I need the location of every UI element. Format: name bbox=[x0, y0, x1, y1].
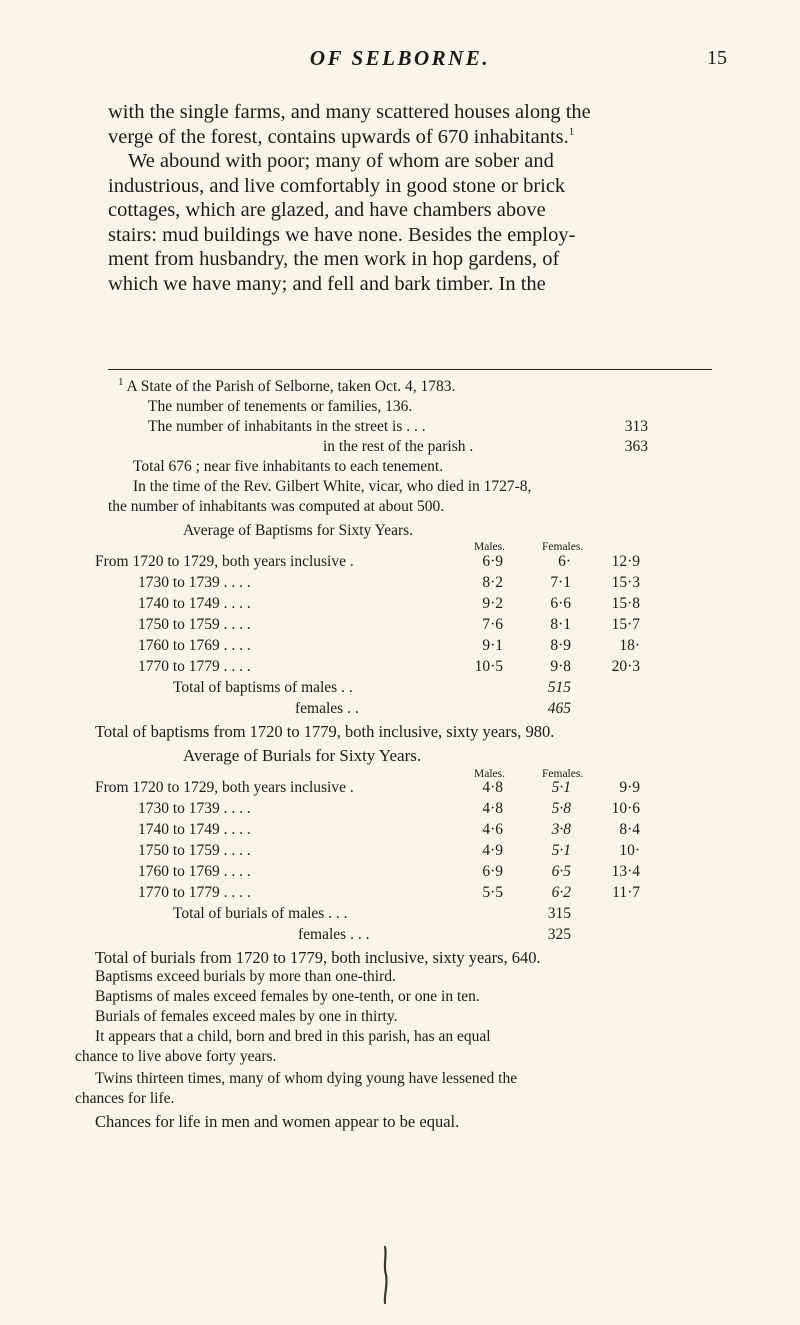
conclusion-line: It appears that a child, born and bred in this parish, has an equal bbox=[95, 1028, 491, 1045]
baptisms-col-females: Females. bbox=[542, 541, 584, 553]
baptism-row-males: 10·5 bbox=[474, 658, 503, 675]
baptisms-total-males: 515 bbox=[547, 679, 571, 696]
baptism-row-total: 18· bbox=[619, 637, 640, 654]
burial-row-females: 6·2 bbox=[551, 884, 571, 901]
baptism-row-total: 15·3 bbox=[611, 574, 640, 591]
baptisms-total-females: 465 bbox=[547, 700, 571, 717]
footnote-heading: $^1$ A State of the Parish of Selborne, taken Oct. 4, 1783. bbox=[118, 375, 456, 395]
baptism-row-total: 12·9 bbox=[611, 553, 640, 570]
burials-col-males: Males. bbox=[474, 768, 505, 780]
baptisms-grand-total: Total of baptisms from 1720 to 1779, both inclusive, sixty years, 980. bbox=[95, 722, 555, 741]
baptism-row-males: 8·2 bbox=[482, 574, 503, 591]
burial-row-label: 1740 to 1749 . . . . bbox=[138, 821, 251, 838]
running-title: OF SELBORNE. bbox=[309, 46, 491, 70]
baptism-row-total: 15·7 bbox=[611, 616, 640, 633]
burial-row-total: 11·7 bbox=[612, 884, 640, 901]
baptism-row-females: 9·8 bbox=[550, 658, 571, 675]
burial-row-males: 6·9 bbox=[482, 863, 503, 880]
burial-row-males: 4·8 bbox=[482, 800, 503, 817]
baptism-row-label: 1760 to 1769 . . . . bbox=[138, 637, 251, 654]
inhabitants-rest-line: in the rest of the parish . bbox=[323, 438, 474, 455]
burial-row-total: 8·4 bbox=[619, 821, 640, 838]
burial-row-females: 5·1 bbox=[551, 842, 571, 859]
baptisms-total-females-label: females . . bbox=[295, 700, 359, 717]
burial-row-total: 13·4 bbox=[611, 863, 640, 880]
text-line: ment from husbandry, the men work in hop gardens, of bbox=[108, 248, 560, 270]
baptism-row-total: 20·3 bbox=[611, 658, 640, 675]
baptism-row-females: 6· bbox=[558, 553, 571, 570]
conclusion-line: chances for life. bbox=[75, 1090, 175, 1107]
baptism-row-males: 9·1 bbox=[482, 637, 503, 654]
baptism-row-label: From 1720 to 1729, both years inclusive . bbox=[95, 553, 354, 570]
burial-row-total: 9·9 bbox=[619, 779, 640, 796]
total-line: Total 676 ; near five inhabitants to each tenement. bbox=[133, 458, 444, 475]
burials-total-males: 315 bbox=[547, 905, 571, 922]
conclusion-line: Burials of females exceed males by one in thirty. bbox=[95, 1008, 398, 1025]
page-header bbox=[0, 46, 800, 76]
gilbert-white-line: the number of inhabitants was computed at about 500. bbox=[108, 498, 445, 515]
burial-row-label: 1750 to 1759 . . . . bbox=[138, 842, 251, 859]
burial-row-males: 4·8 bbox=[482, 779, 503, 796]
burial-row-label: 1730 to 1739 . . . . bbox=[138, 800, 251, 817]
burial-row-total: 10·6 bbox=[611, 800, 640, 817]
burials-total-females: 325 bbox=[547, 926, 571, 943]
text-line: stairs: mud buildings we have none. Besides the employ- bbox=[108, 223, 576, 246]
burial-row-females: 5·8 bbox=[551, 800, 571, 817]
text-line: cottages, which are glazed, and have chambers above bbox=[108, 199, 546, 221]
burial-row-label: 1770 to 1779 . . . . bbox=[138, 884, 251, 901]
burials-grand-total: Total of burials from 1720 to 1779, both inclusive, sixty years, 640. bbox=[95, 948, 541, 967]
burial-row-females: 6·5 bbox=[551, 863, 571, 880]
baptism-row-males: 9·2 bbox=[482, 595, 503, 612]
burial-row-label: From 1720 to 1729, both years inclusive . bbox=[95, 779, 354, 796]
burial-row-label: 1760 to 1769 . . . . bbox=[138, 863, 251, 880]
footnote-divider bbox=[108, 369, 712, 370]
baptisms-col-males: Males. bbox=[474, 541, 505, 553]
baptism-row-females: 6·6 bbox=[550, 595, 571, 612]
conclusion-line: Twins thirteen times, many of whom dying young have lessened the bbox=[95, 1070, 518, 1087]
burials-total-males-label: Total of burials of males . . . bbox=[173, 905, 348, 922]
conclusion-line: Chances for life in men and women appear to be equal. bbox=[95, 1112, 460, 1131]
baptism-row-label: 1730 to 1739 . . . . bbox=[138, 574, 251, 591]
burials-col-females: Females. bbox=[542, 768, 584, 780]
burials-total-females-label: females . . . bbox=[298, 926, 370, 943]
inhabitants-rest-value: 363 bbox=[624, 438, 648, 455]
baptisms-title: Average of Baptisms for Sixty Years. bbox=[183, 522, 414, 539]
burial-row-females: 5·1 bbox=[551, 779, 571, 796]
baptism-row-females: 8·1 bbox=[550, 616, 571, 633]
burial-row-males: 4·9 bbox=[482, 842, 503, 859]
main-text bbox=[108, 100, 712, 296]
conclusion-line: chance to live above forty years. bbox=[75, 1048, 277, 1065]
ink-smudge-mark bbox=[380, 1245, 390, 1305]
conclusion-line: Baptisms of males exceed females by one-tenth, or one in ten. bbox=[95, 988, 480, 1005]
page-number: 15 bbox=[707, 47, 727, 69]
burial-row-males: 4·6 bbox=[482, 821, 503, 838]
baptism-row-females: 7·1 bbox=[550, 574, 571, 591]
baptism-row-total: 15·8 bbox=[611, 595, 640, 612]
inhabitants-street-line: The number of inhabitants in the street is . . . bbox=[148, 418, 426, 435]
footnote-reference[interactable]: 1 bbox=[568, 125, 575, 138]
baptism-row-label: 1740 to 1749 . . . . bbox=[138, 595, 251, 612]
gilbert-white-line: In the time of the Rev. Gilbert White, vicar, who died in 1727-8, bbox=[133, 478, 532, 495]
burial-row-females: 3·8 bbox=[551, 821, 571, 838]
baptism-row-males: 6·9 bbox=[482, 553, 503, 570]
text-line: with the single farms, and many scattered houses along the bbox=[108, 101, 591, 123]
baptisms-total-males-label: Total of baptisms of males . . bbox=[173, 679, 353, 696]
baptism-row-males: 7·6 bbox=[482, 616, 503, 633]
footnote-marker: 1 bbox=[118, 375, 124, 388]
text-line: industrious, and live comfortably in good stone or brick bbox=[108, 174, 566, 197]
burial-row-total: 10· bbox=[619, 842, 640, 859]
text-line: verge of the forest, contains upwards of 670 inhabitants.$^1$ bbox=[108, 125, 575, 148]
text-line: which we have many; and fell and bark timber. In the bbox=[108, 272, 546, 295]
inhabitants-street-value: 313 bbox=[624, 418, 648, 435]
tenements-line: The number of tenements or families, 136. bbox=[148, 398, 413, 415]
text-line: We abound with poor; many of whom are sober and bbox=[128, 150, 554, 172]
baptism-row-females: 8·9 bbox=[550, 637, 571, 654]
baptism-row-label: 1750 to 1759 . . . . bbox=[138, 616, 251, 633]
baptism-row-label: 1770 to 1779 . . . . bbox=[138, 658, 251, 675]
burial-row-males: 5·5 bbox=[482, 884, 503, 901]
burials-title: Average of Burials for Sixty Years. bbox=[183, 746, 422, 765]
conclusion-line: Baptisms exceed burials by more than one-third. bbox=[95, 968, 396, 985]
